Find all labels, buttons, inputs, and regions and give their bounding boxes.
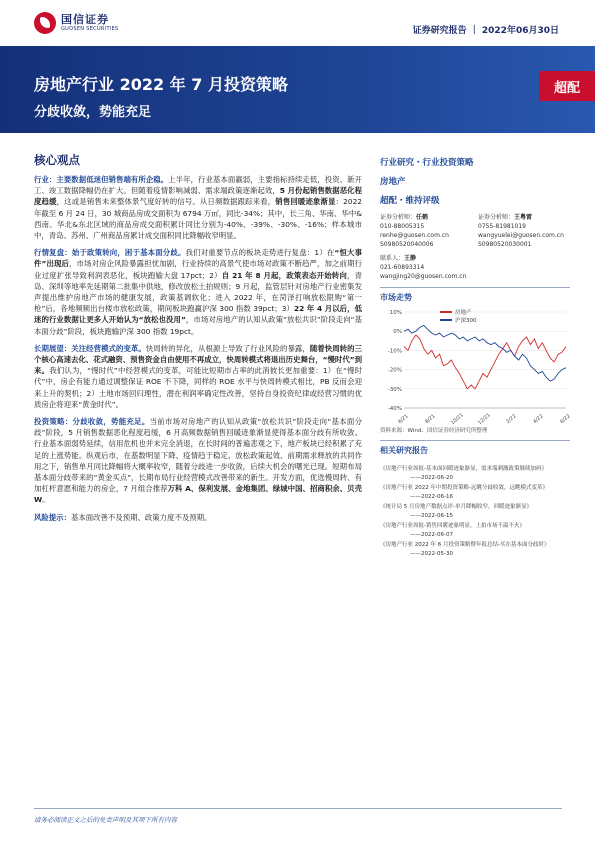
x-tick-label: 4/22 (532, 413, 545, 426)
industry-name: 房地产 (380, 177, 406, 187)
contact-card: 联系人：王静 021-60893314 wangjing20@guosen.com.cn (380, 254, 570, 281)
analyst-cert: S0980520030001 (478, 241, 532, 248)
analyst-email[interactable]: wangyuelei@guosen.com.cn (478, 232, 564, 239)
legend-item: 房地产 (440, 308, 477, 316)
x-tick-label: 2/22 (505, 413, 518, 426)
brand-name-en: GUOSEN SECURITIES (61, 25, 119, 32)
report-subtitle: 分歧收敛，势能充足 (34, 105, 152, 120)
x-tick-label: 12/21 (476, 412, 492, 427)
related-report[interactable]: 《房地产行业周报-基本面回暖迹象渐显，需求端刺激政策继续加码》 ——2022-06-20 (380, 466, 547, 481)
disclaimer-note: 请务必阅读正文之后的免责声明及其项下所有内容 (34, 816, 177, 824)
x-tick-label: 6/22 (559, 413, 572, 426)
series-line-real-estate (404, 335, 566, 389)
legend-swatch-real-estate (440, 311, 452, 313)
divider (380, 440, 570, 441)
analyst-email[interactable]: renhe@guosen.com.cn (380, 232, 449, 239)
contact-name: 王静 (404, 255, 417, 262)
legend-swatch-csi300 (440, 319, 452, 321)
report-category: 行业研究・行业投资策略 (380, 158, 474, 168)
report-type-date: 证券研究报告 ｜ 2022年06月30日 (412, 26, 559, 36)
y-tick-label: -10% (387, 348, 402, 355)
core-views-column (34, 152, 362, 529)
divider (380, 287, 570, 288)
analyst-cert: S0980520040006 (380, 241, 434, 248)
related-report[interactable]: 《房地产行业 2022 年中期投资策略-远眺分歧收敛，远眺模式变革》 ——2022-06-16 (380, 485, 548, 500)
rating-badge: 超配 (539, 71, 595, 101)
para-long-term: 长期展望：关注经营模式的变革。快周转的异化，从根源上导致了行业风险的暴露，随着快周转的三个核心高速去化、花式融资、预售资金自由使用不再成立，快周转模式将退出历史舞台，“慢时代”到来。我们认为，“慢时代”中经营模式的变革，可能比短期市占率的此消彼长更加重要：1）在“慢时代”中，房企有能力通过调整保证 ROE 不下降，同样的 ROE 水平与快周转模式相比，PB 反而会迎来上升的契机；2）土地市场回归理性，潜在利润率确定性改善，坚持自身投资纪律或经营习惯的优质房企将迎来“黄金时代”。 (34, 343, 362, 409)
y-tick-label: -40% (387, 406, 402, 412)
chart-title: 市场走势 (380, 293, 412, 302)
para-industry: 行业：主要数据低迷但销售端有所企稳。上半年，行业基本面羸弱，主要指标持续走低，投资、新开工、竣工数据降幅仍在扩大。但随着疫情影响减弱、需求端政策逐渐起效，5 月份起销售数据恶化程度趋缓，这或是销售未来整体景气度好转的信号。从日频数据跟踪来看，销售回暖迹象渐显：2022 年截至 6 月 24 日，30 城商品房成交面积为 6794 万㎡，同比-34%；其中，长三角、华南、华中&西南、华北&东北区域的商品房成交面积累计同比分别为-40%、-39%、-30%、-16%；样本城市中，青岛、苏州、广州商品房累计成交面积同比降幅收窄明显。 (34, 175, 362, 241)
related-report[interactable]: 《房地产行业 2022 年 6 月投资策略暨年报总结-买在基本面分歧时》 ——2022-05-30 (380, 542, 550, 557)
y-tick-label: -20% (387, 367, 402, 374)
brand-name-cn: 国信证券 (61, 12, 109, 26)
page-header (0, 0, 595, 44)
para-market-review: 行情复盘：始于政策转向，困于基本面分歧。我们对重要节点的板块走势进行复盘：1）在“恒大事件”出现后，市场对房企风险暴露担忧加剧，行业持续的高景气使市场对政策不断趋严，加之前期行业过度扩张导致利润表恶化，板块跑输大盘 17pct；2）自 21 年 8 月起，政策表态开始转向，青岛、深圳等地率先延期第二批集中供地，修改放松土拍规则；9 月起，监管层针对房地产行业密集发声提出维护房地产市场的健康发展，政策基调软化；进入 2022 年，在菏泽打响放松限购“第一枪”后，各地频频出台楼市放松政策，期间板块跑赢沪深 300 指数 39pct；3）22 年 4 月以后，低迷的行业数据让更多人开始认为“放松也没用”，市场对房地产的认知从政策“放松共识”阶段走向“基本面分歧”阶段，板块跑输沪深 300 指数 19pct。 (34, 248, 362, 336)
related-report[interactable]: 《房地产行业周报-销售回暖迹象明显，土拍市场不温不火》 ——2022-06-07 (380, 523, 525, 538)
rating-text: 超配・维持评级 (380, 196, 440, 206)
legend-item: 沪深300 (440, 316, 477, 324)
market-trend-chart (380, 306, 572, 427)
x-tick-label: 6/21 (397, 413, 410, 426)
y-tick-label: 0% (393, 329, 402, 336)
y-tick-label: -30% (387, 386, 402, 393)
report-title: 房地产行业 2022 年 7 月投资策略 (34, 75, 288, 94)
chart-source: 资料来源：Wind、国信证券经济研究所整理 (380, 428, 488, 434)
contact-email[interactable]: wangjing20@guosen.com.cn (380, 273, 467, 280)
x-tick-label: 8/21 (424, 413, 437, 426)
chart-legend (440, 308, 477, 324)
related-report[interactable]: 《统计局 5 月房地产数据点评-单月降幅收窄，回暖迹象渐显》 ——2022-06-15 (380, 504, 532, 519)
analyst-phone: 010-88005315 (380, 223, 425, 230)
sidebar-column (380, 156, 570, 560)
para-strategy: 投资策略：分歧收敛，势能充足。当前市场对房地产的认知从政策“放松共识”阶段走向“基本面分歧”阶段，5 月销售数据恶化程度趋缓，6 月高频数据销售回暖迹象渐显使得基本面分歧有所收敛。行业基本面弱势延续，信用危机也并未完全消退，在长时间的普遍悲观之下，地产板块已经积累了充足的上涨势能。纵观后市，在基数明显下降、疫情趋于稳定、放松政策起效、前期需求释放的共同作用之下，销售单月同比降幅将大概率收窄，随着分歧进一步收敛，后续大机会的曙光已现。短期布局基本面分歧带来的“黄金买点”，长期布局行业经营模式改善带来的新生。开发方面，优选慢周转、有加杠杆意愿和能力的房企，7 月组合推荐万科 A、保利发展、金地集团、绿城中国、招商积余、贝壳 W。 (34, 417, 362, 505)
related-title: 相关研究报告 (380, 446, 428, 455)
analyst-name: 王粤雷 (514, 214, 533, 221)
analyst-list (380, 213, 570, 249)
title-banner (0, 46, 595, 133)
core-views-title: 核心观点 (34, 153, 80, 167)
related-list (380, 465, 570, 558)
analyst-card: 证券分析师：王粤雷 0755-81981019 wangyuelei@guosen.com.cn S0980520030001 (478, 213, 570, 249)
brand-logo (34, 12, 119, 34)
y-tick-label: 10% (389, 310, 402, 316)
x-tick-label: 10/21 (449, 412, 465, 427)
analyst-card: 证券分析师：任鹤 010-88005315 renhe@guosen.com.cn S0980520040006 (380, 213, 472, 249)
page-footer (34, 808, 562, 824)
analyst-phone: 0755-81981019 (478, 223, 526, 230)
contact-phone: 021-60893314 (380, 264, 425, 271)
brand-text (61, 14, 119, 33)
para-risk: 风险提示：基本面改善不及预期、政策力度不及预期。 (34, 512, 212, 522)
analyst-name: 任鹤 (416, 214, 429, 221)
guosen-logo-icon (34, 12, 56, 34)
